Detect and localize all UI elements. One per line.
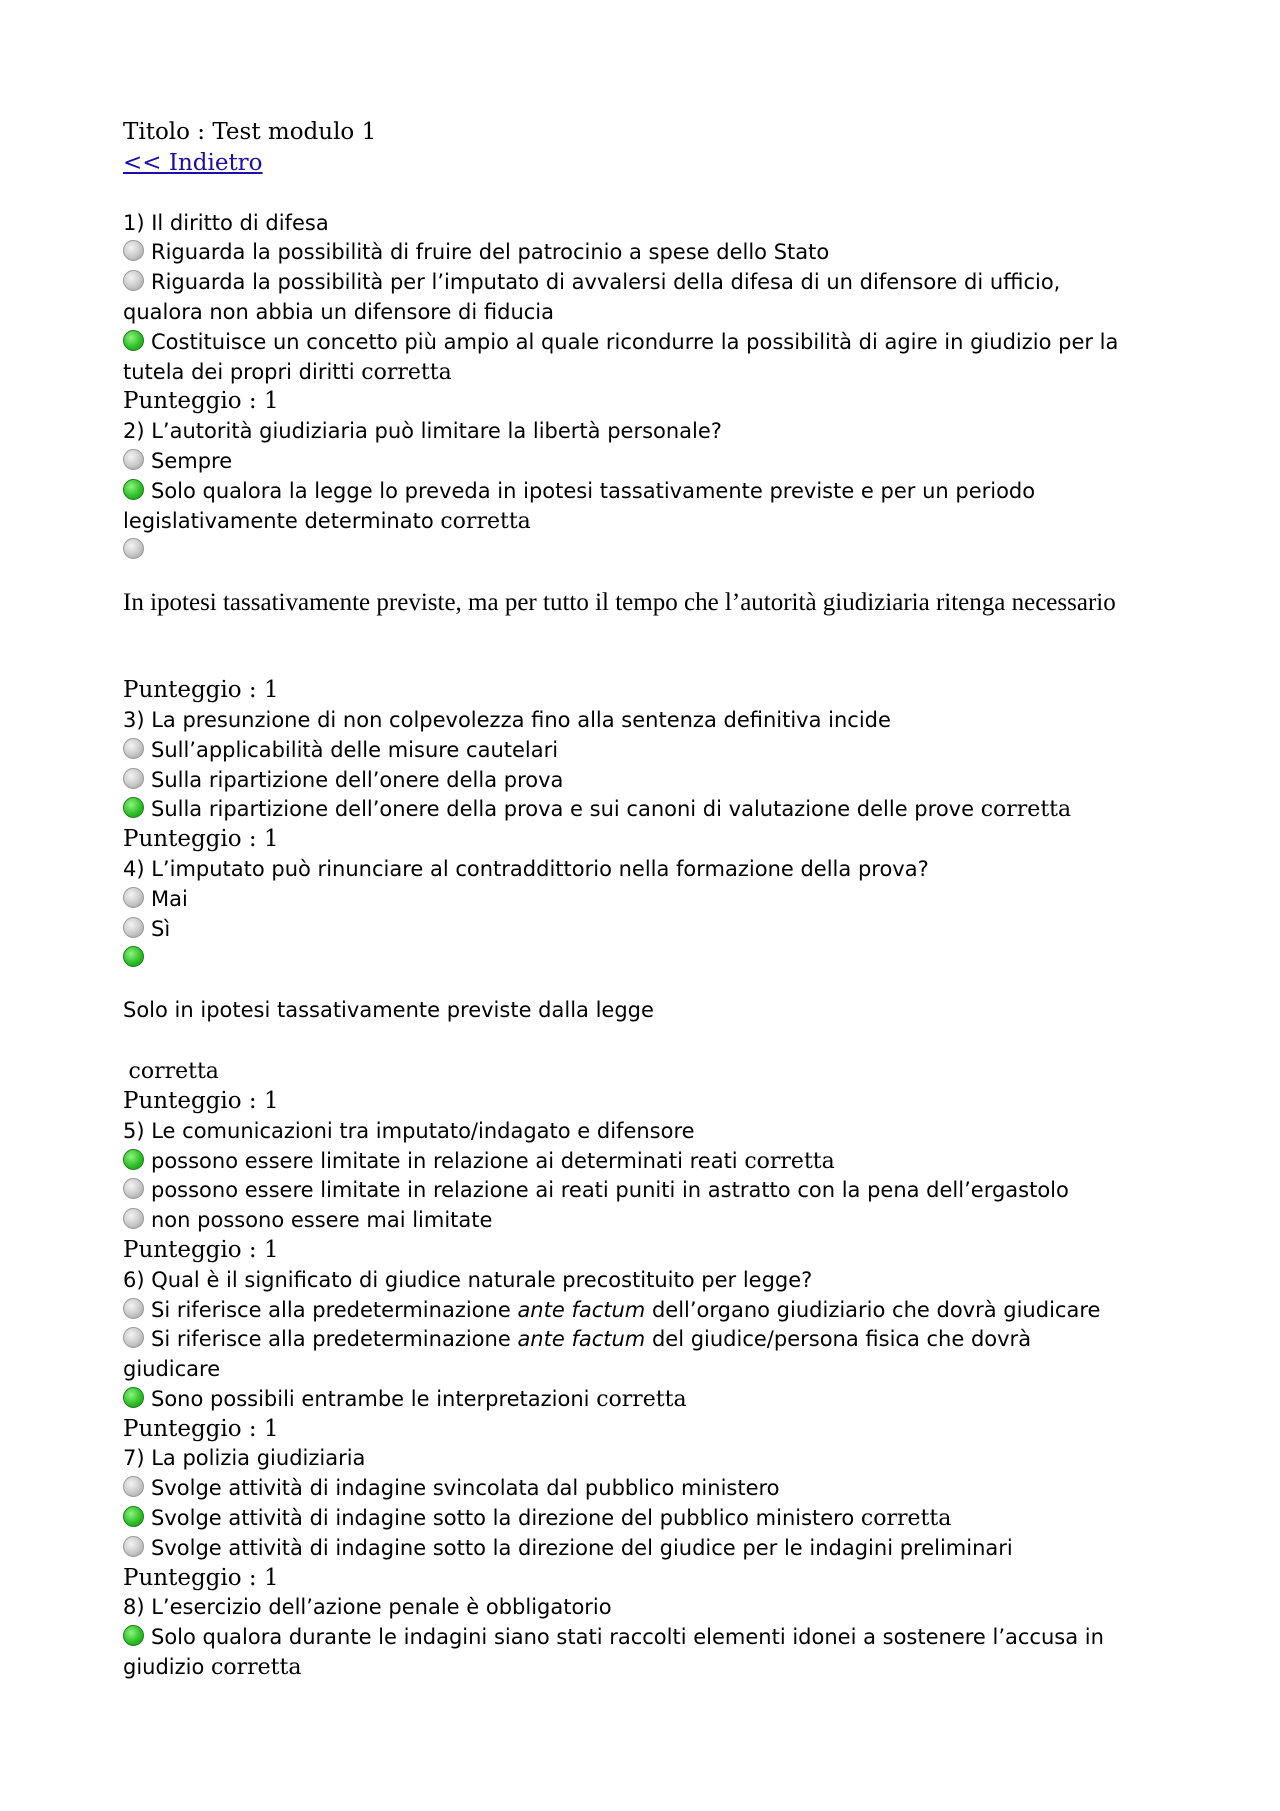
radio-unselected-icon xyxy=(123,1178,144,1199)
page-title: Titolo : Test modulo 1 xyxy=(123,119,377,145)
answer-text: giudizio xyxy=(123,1655,205,1680)
answer-text: Riguarda la possibilità per l’imputato di avvalersi della difesa di un difensore di ufficio, xyxy=(151,270,1061,295)
score-label: Punteggio : 1 xyxy=(123,388,279,415)
answer-option xyxy=(123,1474,1183,1504)
answer-text: Riguarda la possibilità di fruire del patrocinio a spese dello Stato xyxy=(151,240,830,265)
answer-text: legislativamente determinato xyxy=(123,508,434,533)
answer-option-correct xyxy=(123,795,1183,825)
answer-text: Sulla ripartizione dell’onere della prova e sui canoni di valutazione delle prove xyxy=(151,797,975,822)
answer-text-continued xyxy=(123,358,1183,388)
answer-option-correct xyxy=(123,477,1183,507)
answer-text: Sono possibili entrambe le interpretazioni xyxy=(151,1386,590,1411)
radio-correct-icon xyxy=(123,330,144,351)
radio-correct-icon xyxy=(123,1387,144,1408)
answer-text-continued xyxy=(123,507,1183,537)
answer-text-italic: ante factum xyxy=(517,1327,646,1352)
question-7 xyxy=(123,1444,1183,1474)
answer-option-correct xyxy=(123,944,1183,974)
answer-option xyxy=(123,1325,1183,1355)
question-text: 6) Qual è il significato di giudice naturale precostituito per legge? xyxy=(123,1267,813,1292)
question-text: 7) La polizia giudiziaria xyxy=(123,1446,366,1471)
question-6 xyxy=(123,1266,1183,1296)
question-1 xyxy=(123,209,1183,239)
radio-unselected-icon xyxy=(123,768,144,789)
answer-text: possono essere limitate in relazione ai determinati reati xyxy=(151,1148,738,1173)
score-label: Punteggio : 1 xyxy=(123,1415,279,1442)
radio-correct-icon xyxy=(123,1149,144,1170)
radio-unselected-icon xyxy=(123,917,144,938)
radio-correct-icon xyxy=(123,1625,144,1646)
score-label: Punteggio : 1 xyxy=(123,1564,279,1591)
answer-text-continued xyxy=(123,1653,1183,1683)
answer-text: dell’organo giudiziario che dovrà giudicare xyxy=(645,1297,1101,1322)
answer-option-correct xyxy=(123,1504,1183,1534)
radio-correct-icon xyxy=(123,797,144,818)
answer-option xyxy=(123,1206,1183,1236)
radio-unselected-icon xyxy=(123,1476,144,1497)
score-label: Punteggio : 1 xyxy=(123,1236,279,1263)
question-5 xyxy=(123,1117,1183,1147)
question-text: 8) L’esercizio dell’azione penale è obbligatorio xyxy=(123,1595,612,1620)
answer-option xyxy=(123,536,1183,566)
answer-option xyxy=(123,238,1183,268)
radio-unselected-icon xyxy=(123,270,144,291)
answer-text: Costituisce un concetto più ampio al quale ricondurre la possibilità di agire in giudizio per la xyxy=(151,329,1119,354)
correct-label: corretta xyxy=(361,359,452,385)
radio-unselected-icon xyxy=(123,1298,144,1319)
answer-text: Sempre xyxy=(151,448,233,473)
answer-text: Sì xyxy=(151,916,171,941)
answer-text-italic: ante factum xyxy=(517,1297,646,1322)
answer-option-correct xyxy=(123,1623,1183,1653)
correct-label: corretta xyxy=(980,797,1072,823)
radio-unselected-icon xyxy=(123,1327,144,1348)
score-label: Punteggio : 1 xyxy=(123,826,279,853)
correct-label: corretta xyxy=(596,1386,687,1412)
answer-option xyxy=(123,447,1183,477)
answer-text-block: Solo in ipotesi tassativamente previste dalla legge xyxy=(123,998,654,1023)
answer-option xyxy=(123,1534,1183,1564)
answer-text: del giudice/persona fisica che dovrà xyxy=(645,1327,1032,1352)
question-text: 3) La presunzione di non colpevolezza fino alla sentenza definitiva incide xyxy=(123,707,891,732)
answer-option-correct xyxy=(123,1147,1183,1177)
answer-text: Si riferisce alla predeterminazione xyxy=(151,1327,518,1352)
radio-correct-icon xyxy=(123,946,144,967)
question-3 xyxy=(123,706,1183,736)
question-4 xyxy=(123,855,1183,885)
radio-unselected-icon xyxy=(123,1208,144,1229)
radio-correct-icon xyxy=(123,479,144,500)
answer-text-continued: qualora non abbia un difensore di fiducia xyxy=(123,299,555,324)
test-results-page xyxy=(123,118,1183,1683)
correct-label: corretta xyxy=(440,508,531,534)
correct-label: corretta xyxy=(744,1148,835,1174)
radio-unselected-icon xyxy=(123,449,144,470)
answer-text: Solo qualora durante le indagini siano stati raccolti elementi idonei a sostenere l’accusa in xyxy=(151,1625,1104,1650)
question-text: 5) Le comunicazioni tra imputato/indagato e difensore xyxy=(123,1118,695,1143)
radio-unselected-icon xyxy=(123,1536,144,1557)
answer-text: Si riferisce alla predeterminazione xyxy=(151,1297,518,1322)
answer-text-continued: giudicare xyxy=(123,1357,221,1382)
answer-text: possono essere limitate in relazione ai reati puniti in astratto con la pena dell’ergastolo xyxy=(151,1178,1069,1203)
answer-text: Svolge attività di indagine svincolata dal pubblico ministero xyxy=(151,1476,780,1501)
answer-option xyxy=(123,885,1183,915)
answer-text: Mai xyxy=(151,886,188,911)
answer-text: Solo qualora la legge lo preveda in ipotesi tassativamente previste e per un periodo xyxy=(151,478,1036,503)
score-label: Punteggio : 1 xyxy=(123,677,279,704)
question-8 xyxy=(123,1593,1183,1623)
correct-label-line xyxy=(123,1056,1183,1087)
radio-unselected-icon xyxy=(123,240,144,261)
question-text: 4) L’imputato può rinunciare al contraddittorio nella formazione della prova? xyxy=(123,856,929,881)
question-2 xyxy=(123,417,1183,447)
answer-option xyxy=(123,766,1183,796)
radio-unselected-icon xyxy=(123,887,144,908)
back-link[interactable]: << Indietro xyxy=(123,149,263,176)
answer-option xyxy=(123,915,1183,945)
question-text: 1) Il diritto di difesa xyxy=(123,210,329,235)
answer-option xyxy=(123,1296,1183,1326)
answer-option-correct xyxy=(123,328,1183,358)
answer-option xyxy=(123,736,1183,766)
answer-text: tutela dei propri diritti xyxy=(123,359,355,384)
answer-option xyxy=(123,268,1183,298)
answer-text: Svolge attività di indagine sotto la direzione del pubblico ministero xyxy=(151,1506,855,1531)
answer-option-correct xyxy=(123,1385,1183,1415)
radio-correct-icon xyxy=(123,1506,144,1527)
answer-text: Sull’applicabilità delle misure cautelari xyxy=(151,737,559,762)
correct-label: corretta xyxy=(860,1506,952,1532)
answer-option xyxy=(123,1176,1183,1206)
answer-text-block: In ipotesi tassativamente previste, ma per tutto il tempo che l’autorità giudiziaria ritenga necessario xyxy=(123,589,1116,617)
radio-unselected-icon xyxy=(123,738,144,759)
correct-label: corretta xyxy=(211,1655,302,1681)
answer-text: Sulla ripartizione dell’onere della prova xyxy=(151,767,564,792)
question-text: 2) L’autorità giudiziaria può limitare la libertà personale? xyxy=(123,419,722,444)
radio-unselected-icon xyxy=(123,538,144,559)
score-label: Punteggio : 1 xyxy=(123,1087,279,1114)
answer-text: non possono essere mai limitate xyxy=(151,1208,493,1233)
correct-label: corretta xyxy=(128,1059,219,1085)
answer-text: Svolge attività di indagine sotto la direzione del giudice per le indagini preliminari xyxy=(151,1535,1013,1560)
